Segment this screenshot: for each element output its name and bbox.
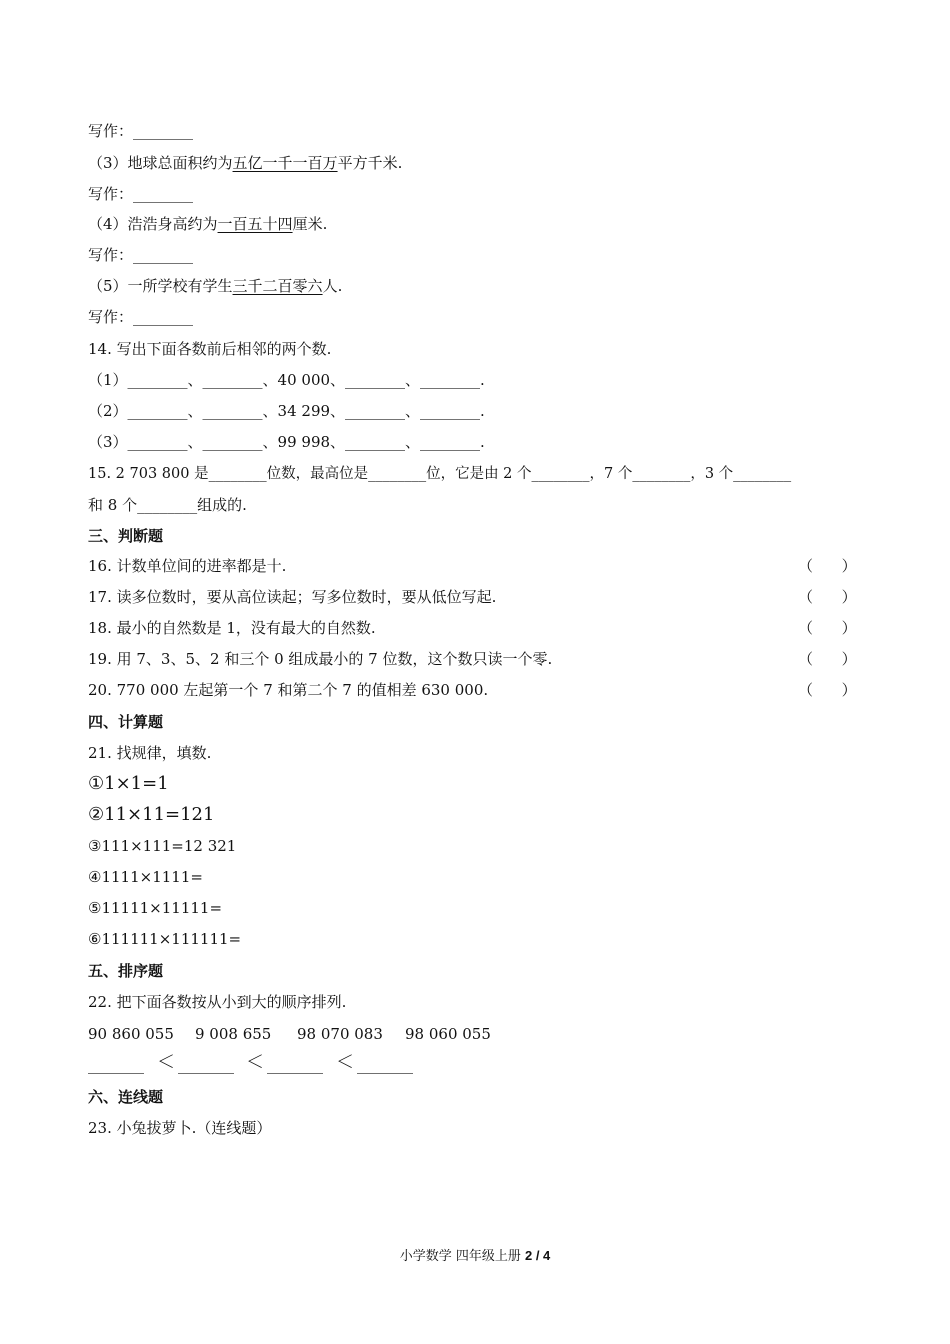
q16-answer-paren: （ ） [798,557,857,575]
q20-answer-paren: （ ） [798,681,857,699]
section-5-heading: 五、排序题 [88,962,164,980]
q15-line-2: 和 8 个________组成的. [88,496,247,514]
item-4-underlined: 一百五十四 [217,215,293,233]
q14-row-1: （1）________、________、40 000、________、________. [88,371,485,389]
section-6-heading: 六、连线题 [88,1088,164,1106]
q16-statement: 16. 计数单位间的进率都是十. [88,557,287,575]
less-than-1: ＜ [157,1052,175,1073]
section-4-heading: 四、计算题 [88,713,164,731]
q22-title: 22. 把下面各数按从小到大的顺序排列. [88,993,347,1011]
footer-label: 小学数学 四年级上册 [399,1249,525,1264]
ordering-blank-1: _______ [88,1055,144,1074]
q20-statement: 20. 770 000 左起第一个 7 和第二个 7 的值相差 630 000. [88,681,489,699]
ordering-blank-3: _______ [267,1055,323,1074]
q15-line-1: 15. 2 703 800 是________位数，最高位是________位，它是由 2 个________，7 个________，3 个________ [88,466,792,482]
ordering-blank-4: _______ [357,1055,413,1074]
equation-1: ①1×1=1 [88,773,169,794]
q13-item-4 [88,214,327,234]
q18-statement: 18. 最小的自然数是 1，没有最大的自然数. [88,619,376,637]
q17-statement: 17. 读多位数时，要从高位读起；写多位数时，要从低位写起. [88,588,497,606]
item-4-prefix: （4）浩浩身高约为 [88,215,218,233]
number-2: 9 008 655 [195,1025,272,1043]
q13-item-5 [88,276,342,296]
q14-title: 14. 写出下面各数前后相邻的两个数. [88,340,332,358]
item-5-underlined: 三千二百零六 [232,277,323,295]
write-line-5: 写作：________ [88,308,194,326]
equation-5: ⑤11111×11111= [88,899,223,917]
q19-answer-paren: （ ） [798,650,857,668]
q19-statement: 19. 用 7、3、5、2 和三个 0 组成最小的 7 位数，这个数只读一个零. [88,650,553,668]
number-1: 90 860 055 [88,1025,174,1043]
equation-2: ②11×11=121 [88,804,215,825]
write-line-4: 写作：________ [88,246,194,264]
number-3: 98 070 083 [297,1025,383,1043]
item-5-suffix: 人. [322,277,343,295]
page-number: 2 / 4 [524,1248,551,1263]
item-4-suffix: 厘米. [292,215,328,233]
q14-row-3: （3）________、________、99 998、________、________. [88,433,485,451]
item-3-underlined: 五亿一千一百万 [232,154,338,172]
equation-3: ③111×111=12 321 [88,837,237,855]
ordering-blank-2: _______ [178,1055,234,1074]
less-than-2: ＜ [246,1052,264,1073]
q18-answer-paren: （ ） [798,619,857,637]
less-than-3: ＜ [336,1052,354,1073]
q13-item-3 [88,153,402,173]
q23-title: 23. 小兔拔萝卜.（连线题） [88,1119,272,1137]
q17-answer-paren: （ ） [798,588,857,606]
page-footer [0,1245,950,1264]
number-4: 98 060 055 [405,1025,491,1043]
item-3-suffix: 平方千米. [337,154,403,172]
section-3-heading: 三、判断题 [88,527,164,545]
equation-6: ⑥111111×111111= [88,930,242,948]
q14-row-2: （2）________、________、34 299、________、________. [88,402,485,420]
write-line-2: 写作：________ [88,122,194,140]
equation-4: ④1111×1111= [88,868,203,886]
item-5-prefix: （5）一所学校有学生 [88,277,233,295]
q21-title: 21. 找规律，填数. [88,744,212,762]
write-line-3: 写作：________ [88,185,194,203]
item-3-prefix: （3）地球总面积约为 [88,154,233,172]
